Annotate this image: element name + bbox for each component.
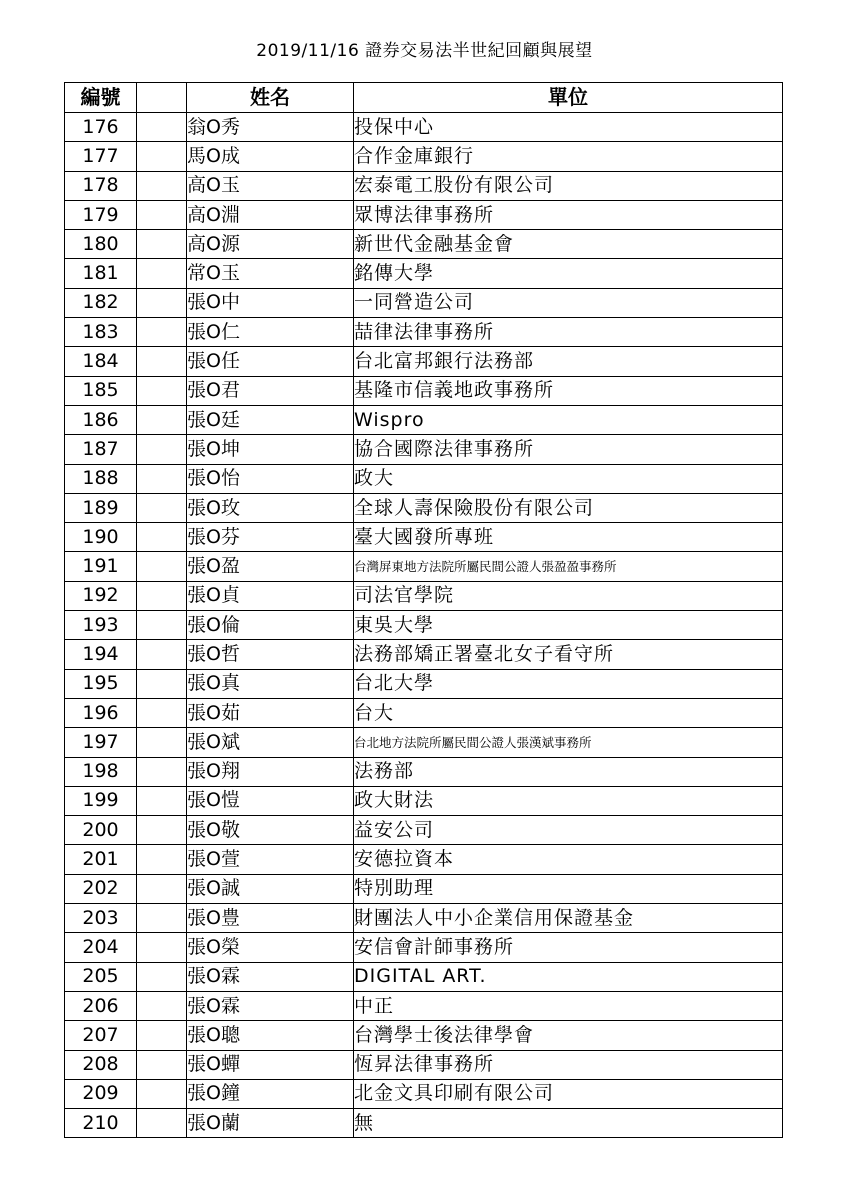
table-row	[65, 523, 783, 552]
row-blank	[137, 757, 187, 786]
table-row	[65, 493, 783, 522]
row-blank	[137, 230, 187, 259]
table-row	[65, 728, 783, 757]
row-name: 張O聰	[187, 1021, 354, 1050]
row-unit: 北金文具印刷有限公司	[354, 1079, 783, 1108]
table-row	[65, 171, 783, 200]
row-name: 張O霖	[187, 962, 354, 991]
row-number: 177	[65, 142, 137, 171]
table-row	[65, 640, 783, 669]
header-unit: 單位	[354, 83, 783, 113]
row-unit: 特別助理	[354, 874, 783, 903]
row-name: 張O怡	[187, 464, 354, 493]
row-blank	[137, 142, 187, 171]
table-row	[65, 259, 783, 288]
row-unit: 銘傳大學	[354, 259, 783, 288]
row-unit: 臺大國發所專班	[354, 523, 783, 552]
row-blank	[137, 259, 187, 288]
row-number: 205	[65, 962, 137, 991]
row-unit: 無	[354, 1109, 783, 1138]
row-number: 193	[65, 611, 137, 640]
row-blank	[137, 611, 187, 640]
row-blank	[137, 405, 187, 434]
row-name: 高O玉	[187, 171, 354, 200]
row-number: 209	[65, 1079, 137, 1108]
table-row	[65, 581, 783, 610]
table-row	[65, 288, 783, 317]
row-unit: 安德拉資本	[354, 845, 783, 874]
row-name: 高O淵	[187, 200, 354, 229]
row-name: 馬O成	[187, 142, 354, 171]
row-blank	[137, 933, 187, 962]
row-name: 張O真	[187, 669, 354, 698]
row-blank	[137, 171, 187, 200]
row-blank	[137, 786, 187, 815]
page-title: 2019/11/16 證券交易法半世紀回顧與展望	[256, 41, 593, 61]
row-unit: 司法官學院	[354, 581, 783, 610]
row-unit: 台灣學士後法律學會	[354, 1021, 783, 1050]
row-name: 翁O秀	[187, 113, 354, 142]
table-row	[65, 698, 783, 727]
row-number: 186	[65, 405, 137, 434]
row-name: 常O玉	[187, 259, 354, 288]
row-name: 張O萱	[187, 845, 354, 874]
table-row	[65, 845, 783, 874]
row-number: 208	[65, 1050, 137, 1079]
row-unit: 台灣屏東地方法院所屬民間公證人張盈盈事務所	[354, 552, 783, 581]
table-row	[65, 230, 783, 259]
row-unit: 財團法人中小企業信用保證基金	[354, 904, 783, 933]
row-unit: 基隆市信義地政事務所	[354, 376, 783, 405]
row-number: 200	[65, 816, 137, 845]
row-blank	[137, 581, 187, 610]
row-unit: 益安公司	[354, 816, 783, 845]
row-number: 202	[65, 874, 137, 903]
row-blank	[137, 376, 187, 405]
row-number: 192	[65, 581, 137, 610]
row-unit: 中正	[354, 991, 783, 1020]
table-row	[65, 435, 783, 464]
row-number: 206	[65, 991, 137, 1020]
row-number: 176	[65, 113, 137, 142]
row-unit: 台北大學	[354, 669, 783, 698]
row-name: 張O翔	[187, 757, 354, 786]
row-name: 張O仁	[187, 318, 354, 347]
row-unit: 眾博法律事務所	[354, 200, 783, 229]
row-blank	[137, 288, 187, 317]
row-blank	[137, 845, 187, 874]
row-name: 張O霖	[187, 991, 354, 1020]
row-unit: 法務部	[354, 757, 783, 786]
row-blank	[137, 464, 187, 493]
row-name: 張O榮	[187, 933, 354, 962]
row-unit: 恆昇法律事務所	[354, 1050, 783, 1079]
table-row	[65, 318, 783, 347]
row-number: 187	[65, 435, 137, 464]
row-unit: 東吳大學	[354, 611, 783, 640]
table-row	[65, 142, 783, 171]
row-blank	[137, 962, 187, 991]
table-row	[65, 816, 783, 845]
row-name: 張O愷	[187, 786, 354, 815]
row-number: 194	[65, 640, 137, 669]
row-name: 張O玫	[187, 493, 354, 522]
row-number: 183	[65, 318, 137, 347]
row-number: 179	[65, 200, 137, 229]
row-unit: 協合國際法律事務所	[354, 435, 783, 464]
row-unit: 喆律法律事務所	[354, 318, 783, 347]
table-row	[65, 669, 783, 698]
row-number: 182	[65, 288, 137, 317]
row-name: 張O坤	[187, 435, 354, 464]
table-row	[65, 757, 783, 786]
row-number: 203	[65, 904, 137, 933]
table-row	[65, 611, 783, 640]
row-unit: 宏泰電工股份有限公司	[354, 171, 783, 200]
row-number: 190	[65, 523, 137, 552]
row-name: 張O斌	[187, 728, 354, 757]
table-row	[65, 786, 783, 815]
table-header-row	[65, 83, 783, 113]
row-name: 張O貞	[187, 581, 354, 610]
row-name: 張O蟬	[187, 1050, 354, 1079]
table-row	[65, 1050, 783, 1079]
row-name: 張O蘭	[187, 1109, 354, 1138]
row-number: 199	[65, 786, 137, 815]
row-blank	[137, 991, 187, 1020]
row-name: 張O中	[187, 288, 354, 317]
row-number: 198	[65, 757, 137, 786]
row-blank	[137, 552, 187, 581]
header-number: 編號	[65, 83, 137, 113]
table-row	[65, 1021, 783, 1050]
table-row	[65, 376, 783, 405]
row-name: 張O芬	[187, 523, 354, 552]
row-number: 201	[65, 845, 137, 874]
table-row	[65, 933, 783, 962]
row-unit: 全球人壽保險股份有限公司	[354, 493, 783, 522]
row-unit: 投保中心	[354, 113, 783, 142]
row-blank	[137, 493, 187, 522]
row-number: 191	[65, 552, 137, 581]
table-row	[65, 962, 783, 991]
row-number: 180	[65, 230, 137, 259]
row-name: 張O鐘	[187, 1079, 354, 1108]
row-unit: 新世代金融基金會	[354, 230, 783, 259]
row-blank	[137, 1050, 187, 1079]
row-unit: 法務部矯正署臺北女子看守所	[354, 640, 783, 669]
table-row	[65, 113, 783, 142]
row-unit: 台北富邦銀行法務部	[354, 347, 783, 376]
row-name: 張O君	[187, 376, 354, 405]
row-blank	[137, 904, 187, 933]
row-number: 196	[65, 698, 137, 727]
row-unit: Wispro	[354, 405, 783, 434]
row-name: 張O廷	[187, 405, 354, 434]
attendee-table	[64, 82, 783, 1138]
row-unit: DIGITAL ART.	[354, 962, 783, 991]
row-blank	[137, 435, 187, 464]
row-name: 張O盈	[187, 552, 354, 581]
row-blank	[137, 669, 187, 698]
row-blank	[137, 1109, 187, 1138]
row-blank	[137, 1079, 187, 1108]
row-blank	[137, 728, 187, 757]
table-row	[65, 200, 783, 229]
row-number: 188	[65, 464, 137, 493]
row-name: 張O誠	[187, 874, 354, 903]
row-name: 張O敬	[187, 816, 354, 845]
table-row	[65, 874, 783, 903]
table-row	[65, 1109, 783, 1138]
row-number: 210	[65, 1109, 137, 1138]
row-name: 張O茹	[187, 698, 354, 727]
row-name: 高O源	[187, 230, 354, 259]
row-blank	[137, 318, 187, 347]
row-number: 207	[65, 1021, 137, 1050]
row-blank	[137, 816, 187, 845]
row-blank	[137, 698, 187, 727]
row-number: 178	[65, 171, 137, 200]
row-unit: 政大財法	[354, 786, 783, 815]
row-name: 張O任	[187, 347, 354, 376]
row-unit: 一同營造公司	[354, 288, 783, 317]
row-blank	[137, 113, 187, 142]
table-row	[65, 552, 783, 581]
row-number: 181	[65, 259, 137, 288]
row-blank	[137, 523, 187, 552]
table-row	[65, 991, 783, 1020]
row-blank	[137, 347, 187, 376]
header-blank	[137, 83, 187, 113]
row-number: 184	[65, 347, 137, 376]
row-blank	[137, 1021, 187, 1050]
row-name: 張O哲	[187, 640, 354, 669]
table-row	[65, 904, 783, 933]
row-number: 204	[65, 933, 137, 962]
table-row	[65, 1079, 783, 1108]
row-name: 張O倫	[187, 611, 354, 640]
row-number: 197	[65, 728, 137, 757]
row-blank	[137, 640, 187, 669]
row-unit: 合作金庫銀行	[354, 142, 783, 171]
table-row	[65, 405, 783, 434]
row-unit: 政大	[354, 464, 783, 493]
row-number: 195	[65, 669, 137, 698]
row-unit: 台北地方法院所屬民間公證人張漢斌事務所	[354, 728, 783, 757]
row-name: 張O豊	[187, 904, 354, 933]
table-row	[65, 347, 783, 376]
row-unit: 台大	[354, 698, 783, 727]
row-number: 185	[65, 376, 137, 405]
table-row	[65, 464, 783, 493]
row-number: 189	[65, 493, 137, 522]
row-blank	[137, 200, 187, 229]
header-name: 姓名	[187, 83, 354, 113]
row-blank	[137, 874, 187, 903]
row-unit: 安信會計師事務所	[354, 933, 783, 962]
